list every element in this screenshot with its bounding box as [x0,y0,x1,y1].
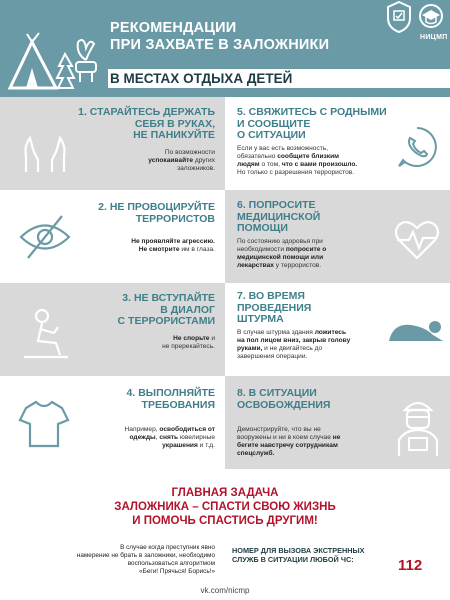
heartbeat-icon [393,216,441,262]
lying-person-icon [387,313,445,343]
recommendation-1-text: По возможности успокаивайте других заложников. [148,149,215,172]
recommendation-8 [225,376,450,469]
recommendation-1-title: 1. СТАРАЙТЕСЬ ДЕРЖАТЬ СЕБЯ В РУКАХ, НЕ ПАНИКУЙТЕ [78,106,215,141]
emergency-number: 112 [398,557,423,574]
recommendation-5 [225,97,450,190]
recommendation-2 [0,190,225,283]
recommendation-5-title: 5. СВЯЖИТЕСЬ С РОДНЫМИ И СООБЩИТЕ О СИТУАЦИИ [237,106,387,141]
recommendation-4-text: Например, освободиться от одежды, снять ювелирные украшения и т.д. [124,426,215,449]
algorithm-note: В случае когда преступник явно намерение не брать в заложники, необходимо воспользоваться алгоритмом «Беги! Прячься! Борись!» [76,544,215,575]
soldier-icon [395,396,441,458]
recommendation-7-text: В случае штурма здания ложитесь на пол лицом вниз, закрыв голову руками, и не двигайтесь до завершения операции. [237,329,351,360]
main-task-heading: ГЛАВНАЯ ЗАДАЧА ЗАЛОЖНИКА – СПАСТИ СВОЮ ЖИЗНЬ И ПОМОЧЬ СПАСТИСЬ ДРУГИМ! [114,487,336,527]
camp-tent-icon [6,24,101,92]
recommendation-6 [225,190,450,283]
recommendation-2-title: 2. НЕ ПРОВОЦИРУЙТЕ ТЕРРОРИСТОВ [98,201,215,225]
footer-section [0,469,450,600]
recommendation-3 [0,283,225,376]
recommendation-7-title: 7. ВО ВРЕМЯ ПРОВЕДЕНИЯ ШТУРМА [237,290,312,325]
page-title: РЕКОМЕНДАЦИИ ПРИ ЗАХВАТЕ В ЗАЛОЖНИКИ [110,20,330,53]
tshirt-icon [18,398,70,450]
recommendation-5-text: Если у вас есть возможность, обязательно сообщите близким людям о том, что с вами произошло. Но только с разрешения террористов. [237,145,358,176]
graduation-cap-logo-icon [418,0,444,34]
recommendation-8-title: 8. В СИТУАЦИИ ОСВОБОЖДЕНИЯ [237,387,331,411]
phone-icon [395,125,439,169]
crossed-eye-icon [18,212,72,262]
recommendation-3-text: Не спорьте и не пререкайтесь. [162,335,215,350]
sitting-person-icon [20,307,72,361]
emergency-label: НОМЕР ДЛЯ ВЫЗОВА ЭКСТРЕННЫХ СЛУЖБ В СИТУАЦИИ ЛЮБОЙ ЧС: [232,546,365,564]
logo-label: НИЦМП [420,34,448,41]
recommendation-3-title: 3. НЕ ВСТУПАЙТЕ В ДИАЛОГ С ТЕРРОРИСТАМИ [117,292,215,327]
recommendation-4-title: 4. ВЫПОЛНЯЙТЕ ТРЕБОВАНИЯ [126,387,215,411]
recommendation-1 [0,97,225,190]
recommendation-4 [0,376,225,469]
recommendation-6-text: По состоянию здоровья при необходимости попросите о медицинской помощи или лекарствах у террористов. [237,238,327,269]
recommendation-6-title: 6. ПОПРОСИТЕ МЕДИЦИНСКОЙ ПОМОЩИ [237,199,321,234]
recommendations-grid [0,97,450,469]
hands-icon [20,132,70,174]
page-subtitle: В МЕСТАХ ОТДЫХА ДЕТЕЙ [110,71,293,86]
recommendation-2-text: Не проявляйте агрессию. Не смотрите им в глаза. [131,238,215,253]
recommendation-8-text: Демонстрируйте, что вы не вооружены и ни в коем случае не бегите навстречу сотрудникам спецслужб. [237,426,341,457]
recommendation-7 [225,283,450,376]
shield-logo-icon [385,0,413,34]
header-band [0,0,450,97]
site-link[interactable]: vk.com/nicmp [200,586,250,595]
